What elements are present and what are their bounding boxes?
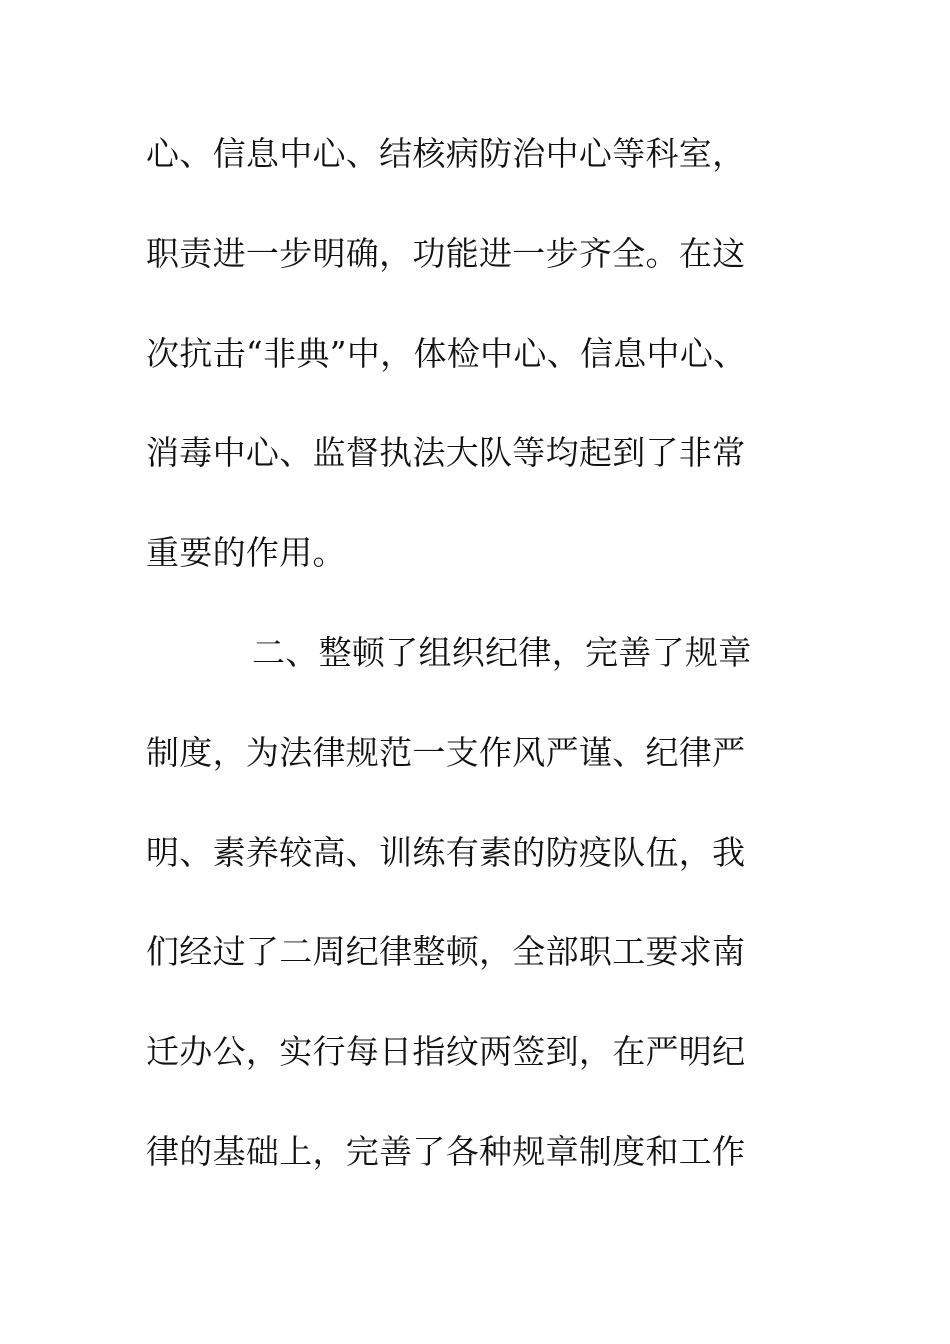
text-line: 职责进一步明确，功能进一步齐全。在这 bbox=[146, 233, 746, 273]
section-heading-line: 二、整顿了组织纪律，完善了规章 bbox=[252, 632, 752, 672]
body-text bbox=[146, 124, 846, 1222]
text-line: 们经过了二周纪律整顿，全部职工要求南 bbox=[146, 932, 746, 972]
text-line: 明、素养较高、训练有素的防疫队伍，我 bbox=[146, 832, 746, 872]
text-line: 律的基础上，完善了各种规章制度和工作 bbox=[146, 1131, 746, 1171]
text-line: 迁办公，实行每日指纹两签到，在严明纪 bbox=[146, 1032, 746, 1072]
text-line: 制度，为法律规范一支作风严谨、纪律严 bbox=[146, 732, 746, 772]
text-line: 重要的作用。 bbox=[146, 533, 346, 573]
text-line: 心、信息中心、结核病防治中心等科室， bbox=[146, 134, 746, 173]
text-line: 消毒中心、监督执法大队等均起到了非常 bbox=[146, 433, 746, 473]
text-line: 次抗击“非典”中，体检中心、信息中心、 bbox=[146, 333, 747, 373]
